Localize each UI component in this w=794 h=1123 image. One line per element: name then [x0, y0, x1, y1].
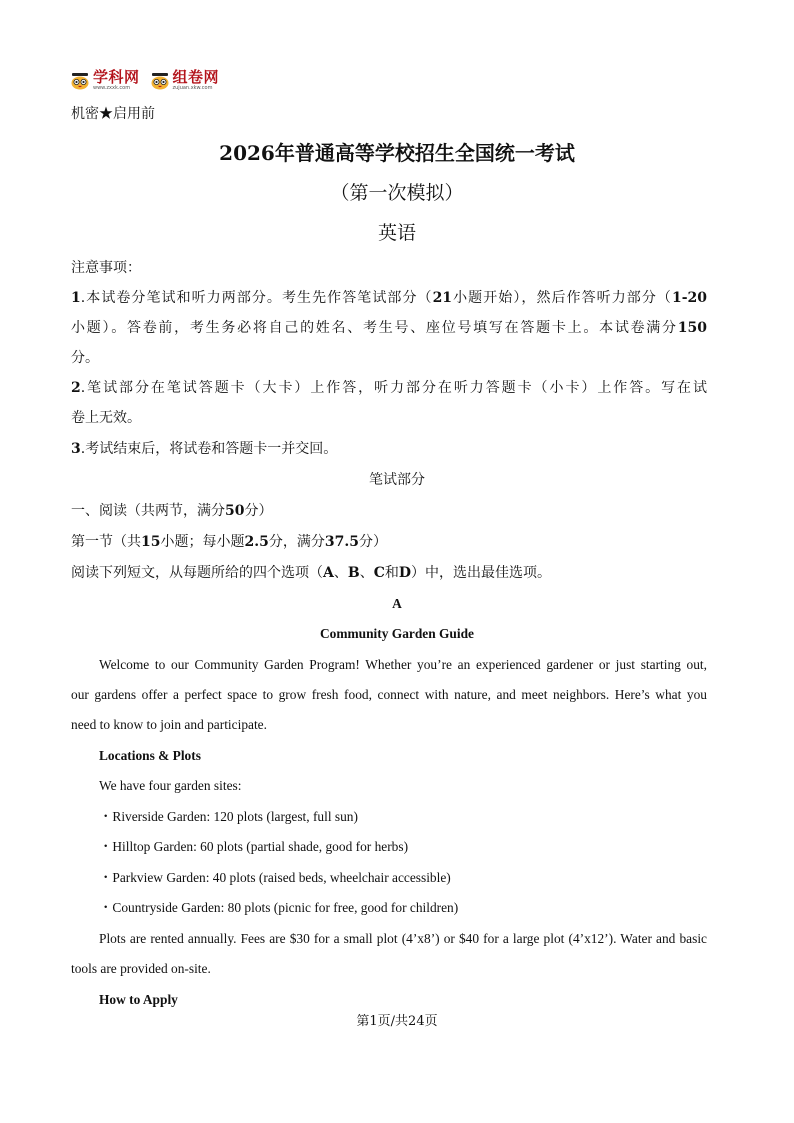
notice-bold-number: 21 [432, 290, 453, 306]
zujuanwang-logo [150, 70, 220, 91]
secret-label: 机密★启用前 [71, 106, 155, 122]
logo1-url: www.zxxk.com [93, 85, 131, 91]
header-logos [70, 70, 219, 91]
heading-text: 第一节（共 [71, 534, 141, 550]
logo1-name: 学科网 [93, 68, 140, 86]
reading-instruction [71, 563, 707, 583]
heading-text: 分） [244, 503, 273, 519]
notice-item-2-line-2: 卷上无效。 [71, 410, 141, 426]
heading-number: 2.5 [244, 534, 269, 550]
fees-line-2: tools are provided on-site. [71, 961, 211, 976]
notice-bold-number: 150 [677, 320, 707, 336]
logo2-name: 组卷网 [172, 68, 220, 86]
logo2-url: zujuan.xkw.com [172, 85, 213, 91]
passage-letter: A [392, 596, 402, 611]
site-item-riverside: ・Riverside Garden: 120 plots (largest, full sun) [99, 809, 358, 824]
option-letter: B [347, 565, 360, 581]
sites-intro: We have four garden sites: [99, 778, 242, 793]
notice-text: .本试卷分笔试和听力两部分。考生先作答笔试部分（ [80, 290, 433, 306]
site-item-hilltop: ・Hilltop Garden: 60 plots (partial shade, good for herbs) [99, 839, 409, 854]
heading-number: 37.5 [324, 534, 359, 550]
notice-item-3-number: 3 [71, 441, 81, 457]
notice-item-3 [71, 439, 707, 459]
heading-text: 小题；每小题 [160, 534, 245, 550]
heading-text: 分，满分 [268, 534, 325, 550]
notice-bold-number: 1-20 [671, 290, 707, 306]
site-item-parkview: ・Parkview Garden: 40 plots (raised beds, wheelchair accessible) [99, 870, 451, 885]
option-letter: C [373, 565, 385, 581]
fees-line-1: Plots are rented annually. Fees are $30 for a small plot (4’x8’) or $40 for a large plot (4’x12’). Water and basic [99, 931, 707, 946]
option-letter: A [323, 565, 334, 581]
passage-intro-line-1: Welcome to our Community Garden Program! Whether you’re an experienced gardener or just starting out, [99, 657, 707, 672]
part-one-heading [71, 501, 707, 521]
instruction-text: ）中，选出最佳选项。 [411, 565, 552, 581]
passage-intro-line-2: our gardens offer a perfect space to grow fresh food, connect with nature, and meet neighbors. Here’s what you [71, 687, 707, 702]
page-number: 第1页/共24页 [356, 1014, 438, 1029]
instruction-text: 、 [359, 565, 374, 581]
notice-item-2-line-1 [71, 378, 707, 398]
notice-item-1-line-2 [71, 318, 707, 338]
notice-item-1-line-3: 分。 [71, 350, 99, 366]
written-part-heading: 笔试部分 [369, 472, 425, 488]
passage-title: Community Garden Guide [319, 626, 474, 641]
notice-heading: 注意事项： [71, 260, 141, 276]
apply-heading: How to Apply [99, 992, 178, 1007]
section-one-heading [71, 532, 707, 552]
locations-heading: Locations & Plots [99, 748, 201, 763]
exam-title: 2026年普通高等学校招生全国统一考试 [219, 141, 575, 165]
xuekewang-logo [70, 70, 140, 91]
instruction-text: 、 [333, 565, 348, 581]
option-letter: D [398, 565, 412, 581]
notice-text: .考试结束后，将试卷和答题卡一并交回。 [80, 441, 338, 457]
heading-number: 50 [225, 503, 245, 519]
instruction-text: 阅读下列短文，从每题所给的四个选项（ [71, 565, 323, 581]
heading-number: 15 [141, 534, 161, 550]
owl-mascot-icon [150, 72, 170, 90]
passage-intro-line-3: need to know to join and participate. [71, 717, 267, 732]
notice-item-1-number: 1 [71, 290, 81, 306]
exam-subtitle: （第一次模拟） [330, 182, 464, 204]
site-item-countryside: ・Countryside Garden: 80 plots (picnic for free, good for children) [99, 900, 459, 915]
instruction-text: 和 [384, 565, 399, 581]
heading-text: 一、阅读（共两节，满分 [71, 503, 225, 519]
notice-text: .笔试部分在笔试答题卡（大卡）上作答，听力部分在听力答题卡（小卡）上作答。写在试 [80, 380, 707, 396]
notice-text: 小题开始），然后作答听力部分（ [452, 290, 672, 306]
notice-item-2-number: 2 [71, 380, 81, 396]
notice-item-1-line-1 [71, 288, 707, 308]
owl-mascot-icon [70, 72, 90, 90]
notice-text: 小题）。答卷前，考生务必将自己的姓名、考生号、座位号填写在答题卡上。本试卷满分 [71, 320, 678, 336]
subject-title: 英语 [377, 222, 416, 244]
heading-text: 分） [358, 534, 387, 550]
